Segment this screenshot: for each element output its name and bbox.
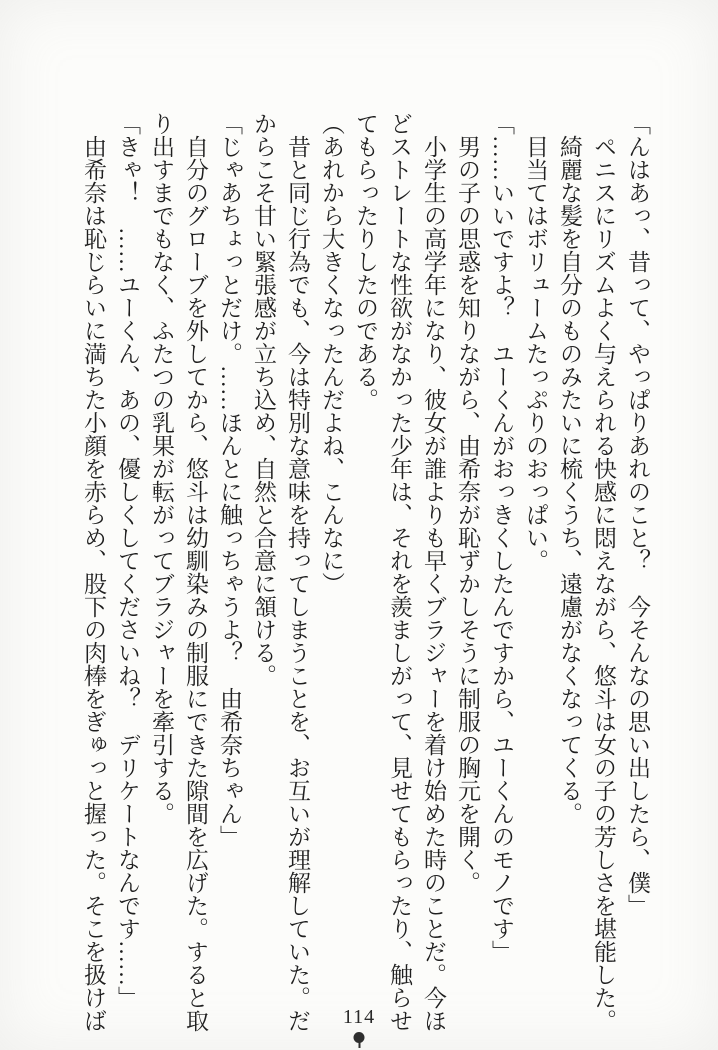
paragraph: 綺麗な髪を自分のものみたいに梳くうち、遠慮がなくなってくる。 — [557, 135, 582, 825]
page-text — [76, 112, 654, 1034]
paragraph: 「んはあっ、昔って、やっぱりあれのこと？ 今そんなの思い出したら、僕」 — [625, 112, 650, 917]
paragraph: 自分のグローブを外してから、悠斗は幼馴染みの制服にできた隙間を広げた。すると取り出すまでもなく、ふたつの乳果が転がってブラジャーを牽引する。 — [149, 112, 208, 1032]
paragraph: 由希奈は恥じらいに満ちた小顔を赤らめ、股下の肉棒をぎゅっと握った。そこを扱けば — [81, 135, 106, 1032]
paragraph: 昔と同じ行為でも、今は特別な意味を持ってしまうことを、お互いが理解していた。だからこそ甘い緊張感が立ち込め、自然と合意に頷ける。 — [251, 112, 310, 1032]
dot-marker-icon — [354, 1032, 365, 1043]
paragraph: ペニスにリズムよく与えられる快感に悶えながら、悠斗は女の子の芳しさを堪能した。 — [591, 135, 616, 1032]
paragraph: 目当てはボリュームたっぷりのおっぱい。 — [523, 135, 548, 572]
paragraph: （あれから大きくなったんだよね、こんなに） — [319, 112, 344, 595]
page-number: 114 — [342, 1006, 376, 1028]
paragraph: 「……いいですよ？ ユーくんがおっきくしたんですから、ユーくんのモノです」 — [489, 112, 514, 963]
paragraph: 小学生の高学年になり、彼女が誰よりも早くブラジャーを着け始めた時のことだ。今ほどストレートな性欲がなかった少年は、それを羨ましがって、見せてもらったり、触らせてもらったりしたのである。 — [353, 112, 446, 1032]
paragraph: 「じゃあちょっとだけ。……ほんとに触っちゃうよ？ 由希奈ちゃん」 — [217, 112, 242, 848]
paragraph: 「きゃ！ ……ユーくん、あの、優しくしてくださいね？ デリケートなんです……」 — [115, 112, 140, 1009]
paragraph: 男の子の思惑を知りながら、由希奈が恥ずかしそうに制服の胸元を開く。 — [455, 135, 480, 894]
